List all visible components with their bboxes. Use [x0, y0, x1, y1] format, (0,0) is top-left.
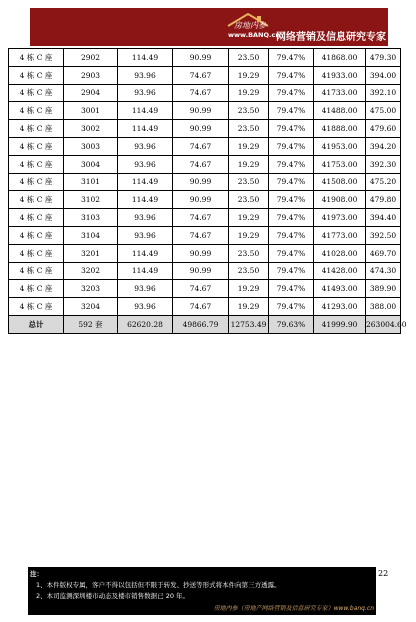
brand-slogan: 网络营销及信息研究专家 — [276, 32, 386, 43]
total-efficiency: 79.63% — [269, 315, 314, 333]
cell-building: 4 栋 C 座 — [9, 262, 64, 280]
cell-gross-area: 114.49 — [118, 102, 173, 120]
cell-building: 4 栋 C 座 — [9, 226, 64, 244]
cell-unit-price: 41293.00 — [314, 298, 366, 316]
cell-building: 4 栋 C 座 — [9, 102, 64, 120]
cell-building: 4 栋 C 座 — [9, 298, 64, 316]
cell-gross-area: 93.96 — [118, 298, 173, 316]
cell-unit: 2902 — [64, 49, 118, 67]
cell-unit-price: 41933.00 — [314, 66, 366, 84]
cell-total-price: 475.00 — [366, 102, 401, 120]
cell-efficiency: 79.47% — [269, 102, 314, 120]
cell-total-price: 392.30 — [366, 155, 401, 173]
cell-shared-area: 19.29 — [229, 84, 269, 102]
total-unit-price: 41999.90 — [314, 315, 366, 333]
cell-total-price: 392.10 — [366, 84, 401, 102]
cell-unit-price: 41868.00 — [314, 49, 366, 67]
cell-total-price: 479.30 — [366, 49, 401, 67]
cell-shared-area: 19.29 — [229, 155, 269, 173]
footer-note-2: 2、本司监测深圳楼市动态及楼市销售数据已 20 年。 — [36, 592, 190, 600]
brand-logo — [224, 12, 384, 42]
cell-shared-area: 19.29 — [229, 209, 269, 227]
cell-shared-area: 23.50 — [229, 49, 269, 67]
cell-gross-area: 93.96 — [118, 226, 173, 244]
table-row — [9, 120, 401, 138]
total-net-area: 49866.79 — [173, 315, 229, 333]
cell-unit: 3004 — [64, 155, 118, 173]
cell-efficiency: 79.47% — [269, 191, 314, 209]
cell-unit-price: 41488.00 — [314, 102, 366, 120]
cell-unit-price: 41953.00 — [314, 137, 366, 155]
cell-unit: 3203 — [64, 280, 118, 298]
cell-unit-price: 41973.00 — [314, 209, 366, 227]
total-building: 总计 — [9, 315, 64, 333]
cell-building: 4 栋 C 座 — [9, 280, 64, 298]
cell-total-price: 469.70 — [366, 244, 401, 262]
cell-efficiency: 79.47% — [269, 209, 314, 227]
cell-unit: 3102 — [64, 191, 118, 209]
cell-total-price: 392.50 — [366, 226, 401, 244]
cell-net-area: 90.99 — [173, 120, 229, 138]
cell-unit: 3001 — [64, 102, 118, 120]
cell-gross-area: 114.49 — [118, 244, 173, 262]
cell-total-price: 388.00 — [366, 298, 401, 316]
cell-unit-price: 41753.00 — [314, 155, 366, 173]
cell-total-price: 479.60 — [366, 120, 401, 138]
cell-efficiency: 79.47% — [269, 298, 314, 316]
cell-shared-area: 19.29 — [229, 226, 269, 244]
total-shared-area: 12753.49 — [229, 315, 269, 333]
cell-net-area: 74.67 — [173, 280, 229, 298]
cell-shared-area: 23.50 — [229, 244, 269, 262]
cell-unit: 3003 — [64, 137, 118, 155]
cell-total-price: 479.80 — [366, 191, 401, 209]
cell-net-area: 74.67 — [173, 84, 229, 102]
cell-building: 4 栋 C 座 — [9, 173, 64, 191]
cell-gross-area: 93.96 — [118, 84, 173, 102]
cell-shared-area: 23.50 — [229, 191, 269, 209]
cell-total-price: 394.40 — [366, 209, 401, 227]
cell-total-price: 394.20 — [366, 137, 401, 155]
cell-building: 4 栋 C 座 — [9, 66, 64, 84]
cell-net-area: 74.67 — [173, 155, 229, 173]
cell-total-price: 389.90 — [366, 280, 401, 298]
cell-building: 4 栋 C 座 — [9, 137, 64, 155]
cell-efficiency: 79.47% — [269, 280, 314, 298]
cell-unit-price: 41908.00 — [314, 191, 366, 209]
total-total-price: 263004.60 — [366, 315, 401, 333]
cell-efficiency: 79.47% — [269, 155, 314, 173]
cell-net-area: 74.67 — [173, 209, 229, 227]
cell-gross-area: 93.96 — [118, 155, 173, 173]
table-row — [9, 137, 401, 155]
cell-gross-area: 114.49 — [118, 262, 173, 280]
cell-unit: 3103 — [64, 209, 118, 227]
cell-unit: 3201 — [64, 244, 118, 262]
cell-unit-price: 41508.00 — [314, 173, 366, 191]
cell-shared-area: 23.50 — [229, 102, 269, 120]
table-row — [9, 102, 401, 120]
footer-notes — [28, 567, 376, 615]
cell-net-area: 90.99 — [173, 244, 229, 262]
cell-efficiency: 79.47% — [269, 120, 314, 138]
cell-total-price: 474.30 — [366, 262, 401, 280]
sales-table-body — [9, 49, 407, 334]
table-row — [9, 262, 401, 280]
cell-efficiency: 79.47% — [269, 226, 314, 244]
cell-total-price: 475.20 — [366, 173, 401, 191]
cell-efficiency: 79.47% — [269, 244, 314, 262]
cell-unit-price: 41028.00 — [314, 244, 366, 262]
cell-net-area: 90.99 — [173, 102, 229, 120]
cell-unit: 3101 — [64, 173, 118, 191]
cell-shared-area: 23.50 — [229, 173, 269, 191]
cell-efficiency: 79.47% — [269, 137, 314, 155]
cell-efficiency: 79.47% — [269, 262, 314, 280]
cell-shared-area: 19.29 — [229, 137, 269, 155]
cell-unit-price: 41493.00 — [314, 280, 366, 298]
cell-unit-price: 41888.00 — [314, 120, 366, 138]
cell-net-area: 90.99 — [173, 262, 229, 280]
header-banner — [30, 8, 388, 46]
cell-net-area: 90.99 — [173, 191, 229, 209]
table-row — [9, 66, 401, 84]
cell-unit: 3204 — [64, 298, 118, 316]
cell-building: 4 栋 C 座 — [9, 49, 64, 67]
cell-gross-area: 93.96 — [118, 209, 173, 227]
cell-shared-area: 19.29 — [229, 298, 269, 316]
cell-building: 4 栋 C 座 — [9, 84, 64, 102]
footer-note-1: 1、本件版权专属，客户不得以包括但不限于转发、抄送等形式将本件向第三方透露。 — [36, 581, 281, 589]
cell-unit: 3002 — [64, 120, 118, 138]
cell-efficiency: 79.47% — [269, 84, 314, 102]
cell-unit: 3104 — [64, 226, 118, 244]
footer-heading: 注： — [30, 570, 43, 578]
cell-unit: 2903 — [64, 66, 118, 84]
brand-url: www.BANQ.cn — [228, 31, 280, 39]
table-row — [9, 84, 401, 102]
cell-building: 4 栋 C 座 — [9, 244, 64, 262]
cell-gross-area: 114.49 — [118, 173, 173, 191]
cell-unit: 3202 — [64, 262, 118, 280]
table-row — [9, 298, 401, 316]
page-number: 22 — [378, 569, 389, 578]
brand-name: 房地内参 — [234, 21, 266, 30]
cell-gross-area: 93.96 — [118, 66, 173, 84]
cell-net-area: 90.99 — [173, 173, 229, 191]
cell-net-area: 74.67 — [173, 137, 229, 155]
cell-shared-area: 19.29 — [229, 66, 269, 84]
cell-net-area: 74.67 — [173, 298, 229, 316]
cell-efficiency: 79.47% — [269, 49, 314, 67]
cell-building: 4 栋 C 座 — [9, 155, 64, 173]
table-total-row — [9, 315, 401, 333]
cell-shared-area: 23.50 — [229, 262, 269, 280]
cell-unit: 2904 — [64, 84, 118, 102]
cell-shared-area: 19.29 — [229, 280, 269, 298]
footer-tagline: 房地内参（房地产网络营销及信息研究专家）www.banq.cn — [213, 605, 374, 612]
total-unit: 592 套 — [64, 315, 118, 333]
cell-efficiency: 79.47% — [269, 66, 314, 84]
cell-unit-price: 41773.00 — [314, 226, 366, 244]
cell-efficiency: 79.47% — [269, 173, 314, 191]
table-row — [9, 49, 401, 67]
cell-unit-price: 41733.00 — [314, 84, 366, 102]
table-row — [9, 173, 401, 191]
cell-gross-area: 114.49 — [118, 49, 173, 67]
table-row — [9, 244, 401, 262]
cell-building: 4 栋 C 座 — [9, 120, 64, 138]
table-row — [9, 191, 401, 209]
table-row — [9, 226, 401, 244]
cell-gross-area: 93.96 — [118, 280, 173, 298]
table-row — [9, 209, 401, 227]
total-gross-area: 62620.28 — [118, 315, 173, 333]
cell-unit-price: 41428.00 — [314, 262, 366, 280]
cell-net-area: 74.67 — [173, 66, 229, 84]
cell-building: 4 栋 C 座 — [9, 209, 64, 227]
cell-gross-area: 114.49 — [118, 120, 173, 138]
cell-gross-area: 93.96 — [118, 137, 173, 155]
cell-gross-area: 114.49 — [118, 191, 173, 209]
sales-table — [8, 48, 407, 334]
cell-shared-area: 23.50 — [229, 120, 269, 138]
cell-building: 4 栋 C 座 — [9, 191, 64, 209]
table-row — [9, 155, 401, 173]
cell-total-price: 394.00 — [366, 66, 401, 84]
cell-net-area: 90.99 — [173, 49, 229, 67]
cell-net-area: 74.67 — [173, 226, 229, 244]
table-row — [9, 280, 401, 298]
